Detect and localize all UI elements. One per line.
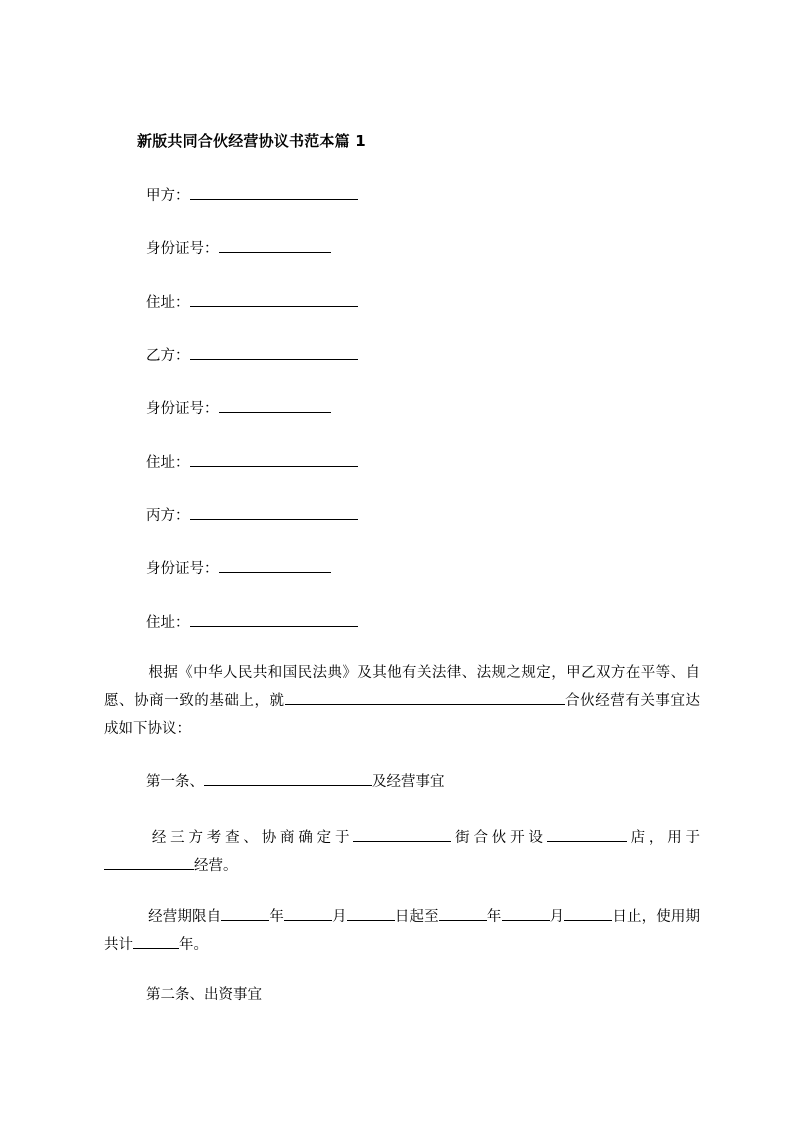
party-a-id-field bbox=[146, 238, 331, 259]
article-1-prefix: 第一条、 bbox=[146, 774, 204, 790]
party-a-label: 甲方： bbox=[146, 188, 190, 204]
party-b-blank[interactable] bbox=[190, 345, 358, 360]
article-1-blank[interactable] bbox=[204, 771, 372, 786]
party-c-address-label: 住址： bbox=[146, 615, 190, 631]
business-name-blank[interactable] bbox=[285, 690, 565, 705]
party-b-label: 乙方： bbox=[146, 348, 190, 364]
party-a-field bbox=[146, 185, 358, 206]
party-b-id-label: 身份证号： bbox=[146, 401, 219, 417]
party-b-address-field bbox=[146, 452, 358, 473]
party-b-field bbox=[146, 345, 358, 366]
party-c-label: 丙方： bbox=[146, 508, 190, 524]
party-a-address-label: 住址： bbox=[146, 295, 190, 311]
location-text-3: 店，用于 bbox=[626, 830, 701, 846]
store-name-blank[interactable] bbox=[547, 827, 627, 842]
party-b-address-blank[interactable] bbox=[190, 452, 358, 467]
business-scope-blank[interactable] bbox=[104, 855, 194, 870]
party-a-address-blank[interactable] bbox=[190, 292, 358, 307]
document-title: 新版共同合伙经营协议书范本篇 1 bbox=[137, 132, 366, 150]
start-month-blank[interactable] bbox=[284, 906, 332, 921]
party-b-id-blank[interactable] bbox=[219, 398, 331, 413]
term-day-2: 日止，使用期共计 bbox=[104, 909, 700, 953]
party-c-id-label: 身份证号： bbox=[146, 561, 219, 577]
term-month-2: 月 bbox=[549, 909, 565, 925]
party-c-id-blank[interactable] bbox=[219, 558, 331, 573]
start-day-blank[interactable] bbox=[347, 906, 395, 921]
party-c-blank[interactable] bbox=[190, 505, 358, 520]
party-b-address-label: 住址： bbox=[146, 455, 190, 471]
party-a-id-blank[interactable] bbox=[219, 238, 331, 253]
party-c-address-blank[interactable] bbox=[190, 612, 358, 627]
term-day-1: 日起至 bbox=[394, 909, 439, 925]
term-text-start: 经营期限自 bbox=[148, 909, 222, 925]
party-c-id-field bbox=[146, 558, 331, 579]
intro-text-2: 合伙经营有关事宜达成如下协议： bbox=[104, 693, 701, 737]
party-b-id-field bbox=[146, 398, 331, 419]
end-month-blank[interactable] bbox=[502, 906, 550, 921]
location-text-1: 经三方考查、协商确定于 bbox=[148, 830, 354, 846]
party-c-address-field bbox=[146, 612, 358, 633]
street-blank[interactable] bbox=[353, 827, 451, 842]
start-year-blank[interactable] bbox=[221, 906, 269, 921]
location-paragraph bbox=[104, 824, 700, 880]
article-2-heading: 第二条、出资事宜 bbox=[146, 987, 262, 1003]
location-text-2: 街合伙开设 bbox=[451, 830, 547, 846]
total-years-blank[interactable] bbox=[133, 934, 179, 949]
term-paragraph bbox=[104, 903, 700, 959]
party-c-field bbox=[146, 505, 358, 526]
term-year-2: 年 bbox=[486, 909, 502, 925]
intro-text-1: 根据《中华人民共和国民法典》及其他有关法律、法规之规定，甲乙双方在平等、自愿、协商一致的基础上，就 bbox=[104, 665, 700, 709]
intro-paragraph bbox=[104, 659, 700, 743]
article-1-heading bbox=[146, 771, 445, 792]
party-a-address-field bbox=[146, 292, 358, 313]
end-year-blank[interactable] bbox=[439, 906, 487, 921]
location-text-4: 经营。 bbox=[194, 858, 238, 874]
article-1-suffix: 及经营事宜 bbox=[372, 774, 445, 790]
term-month-1: 月 bbox=[332, 909, 347, 925]
party-a-blank[interactable] bbox=[190, 185, 358, 200]
end-day-blank[interactable] bbox=[564, 906, 612, 921]
term-year-3: 年。 bbox=[179, 937, 208, 953]
term-year-1: 年 bbox=[269, 909, 284, 925]
party-a-id-label: 身份证号： bbox=[146, 241, 219, 257]
